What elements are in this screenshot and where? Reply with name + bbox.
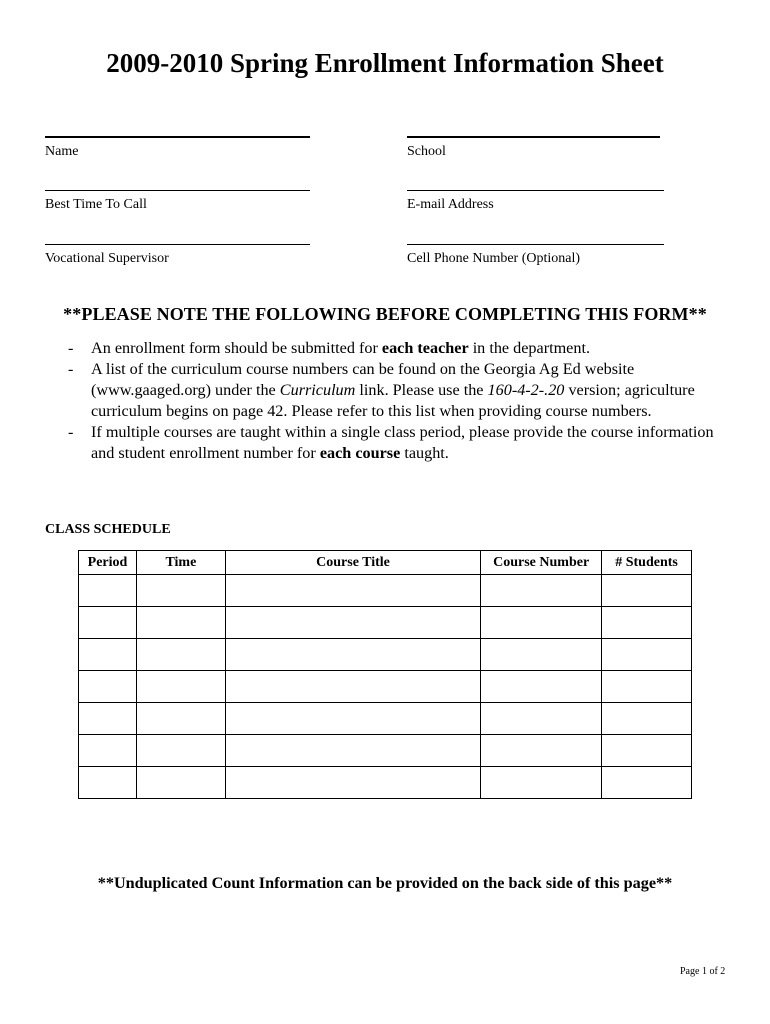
note-emphasis: each course	[319, 444, 401, 462]
table-cell[interactable]	[225, 703, 480, 735]
table-cell[interactable]	[225, 639, 480, 671]
supervisor-label: Vocational Supervisor	[45, 251, 169, 266]
email-blank-line[interactable]	[407, 190, 664, 191]
table-cell[interactable]	[79, 607, 137, 639]
supervisor-blank-line[interactable]	[45, 244, 310, 245]
table-row	[79, 607, 692, 639]
table-cell[interactable]	[136, 767, 225, 799]
table-cell[interactable]	[225, 767, 480, 799]
table-cell[interactable]	[136, 735, 225, 767]
table-row	[79, 703, 692, 735]
note-text: in the department.	[468, 339, 591, 357]
table-cell[interactable]	[481, 639, 602, 671]
table-cell[interactable]	[79, 671, 137, 703]
column-header-period: Period	[79, 551, 137, 575]
list-item	[64, 359, 724, 422]
note-text: An enrollment form should be submitted for	[91, 339, 382, 357]
column-header-course-number: Course Number	[481, 551, 602, 575]
table-cell[interactable]	[79, 767, 137, 799]
table-cell[interactable]	[136, 607, 225, 639]
table-row	[79, 639, 692, 671]
notice-heading: **PLEASE NOTE THE FOLLOWING BEFORE COMPLETING THIS FORM**	[63, 304, 707, 324]
name-field[interactable]	[45, 136, 310, 160]
column-header-course-title: Course Title	[225, 551, 480, 575]
class-schedule-heading: CLASS SCHEDULE	[45, 522, 171, 537]
supervisor-field[interactable]	[45, 244, 310, 267]
unduplicated-count-note: **Unduplicated Count Information can be provided on the back side of this page**	[97, 874, 673, 892]
table-cell[interactable]	[79, 639, 137, 671]
table-cell[interactable]	[481, 607, 602, 639]
class-schedule-table	[78, 550, 692, 799]
name-blank-line[interactable]	[45, 136, 310, 138]
email-label: E-mail Address	[407, 197, 494, 212]
table-cell[interactable]	[79, 735, 137, 767]
table-cell[interactable]	[225, 735, 480, 767]
table-cell[interactable]	[602, 671, 692, 703]
table-cell[interactable]	[481, 671, 602, 703]
list-dash: -	[68, 360, 74, 378]
note-emphasis: each teacher	[381, 339, 469, 357]
table-cell[interactable]	[481, 767, 602, 799]
table-cell[interactable]	[225, 575, 480, 607]
best-time-label: Best Time To Call	[45, 197, 147, 212]
email-field[interactable]	[407, 190, 664, 213]
table-cell[interactable]	[225, 671, 480, 703]
cell-phone-blank-line[interactable]	[407, 244, 664, 245]
table-header-row	[79, 551, 692, 575]
note-text: If multiple courses are taught within a single class period, please provide the course information and student enrollment number for	[91, 423, 714, 462]
table-row	[79, 671, 692, 703]
school-blank-line[interactable]	[407, 136, 660, 138]
table-cell[interactable]	[79, 575, 137, 607]
table-cell[interactable]	[602, 639, 692, 671]
table-row	[79, 575, 692, 607]
curriculum-link-text: Curriculum	[279, 381, 356, 399]
list-dash: -	[68, 339, 74, 357]
school-label: School	[407, 144, 446, 159]
best-time-field[interactable]	[45, 190, 310, 213]
instructions-list	[64, 338, 724, 464]
name-label: Name	[45, 144, 79, 159]
table-cell[interactable]	[602, 575, 692, 607]
table-cell[interactable]	[602, 735, 692, 767]
note-text: link. Please use the	[355, 381, 488, 399]
note-text: version; agriculture curriculum begins on page 42. Please refer to this list when providing course numbers.	[91, 381, 695, 420]
page-number: Page 1 of 2	[680, 966, 726, 977]
table-cell[interactable]	[481, 735, 602, 767]
table-row	[79, 735, 692, 767]
table-cell[interactable]	[602, 607, 692, 639]
table-cell[interactable]	[602, 767, 692, 799]
table-cell[interactable]	[136, 639, 225, 671]
cell-phone-field[interactable]	[407, 244, 664, 267]
best-time-blank-line[interactable]	[45, 190, 310, 191]
table-cell[interactable]	[136, 575, 225, 607]
table-cell[interactable]	[136, 671, 225, 703]
school-field[interactable]	[407, 136, 660, 160]
column-header-students: # Students	[602, 551, 692, 575]
table-cell[interactable]	[602, 703, 692, 735]
table-cell[interactable]	[136, 703, 225, 735]
table-cell[interactable]	[481, 575, 602, 607]
table-row	[79, 767, 692, 799]
cell-phone-label: Cell Phone Number (Optional)	[407, 251, 581, 266]
table-cell[interactable]	[225, 607, 480, 639]
table-cell[interactable]	[79, 703, 137, 735]
list-item	[64, 338, 724, 359]
list-dash: -	[68, 423, 74, 441]
note-text: taught.	[400, 444, 449, 462]
note-text: A list of the curriculum course numbers can be found on the Georgia Ag Ed website (www.gaaged.org) under the	[91, 360, 635, 399]
version-text: 160-4-2-.20	[487, 381, 565, 399]
table-cell[interactable]	[481, 703, 602, 735]
column-header-time: Time	[136, 551, 225, 575]
list-item	[64, 422, 724, 464]
page-title: 2009-2010 Spring Enrollment Information Sheet	[106, 48, 664, 78]
